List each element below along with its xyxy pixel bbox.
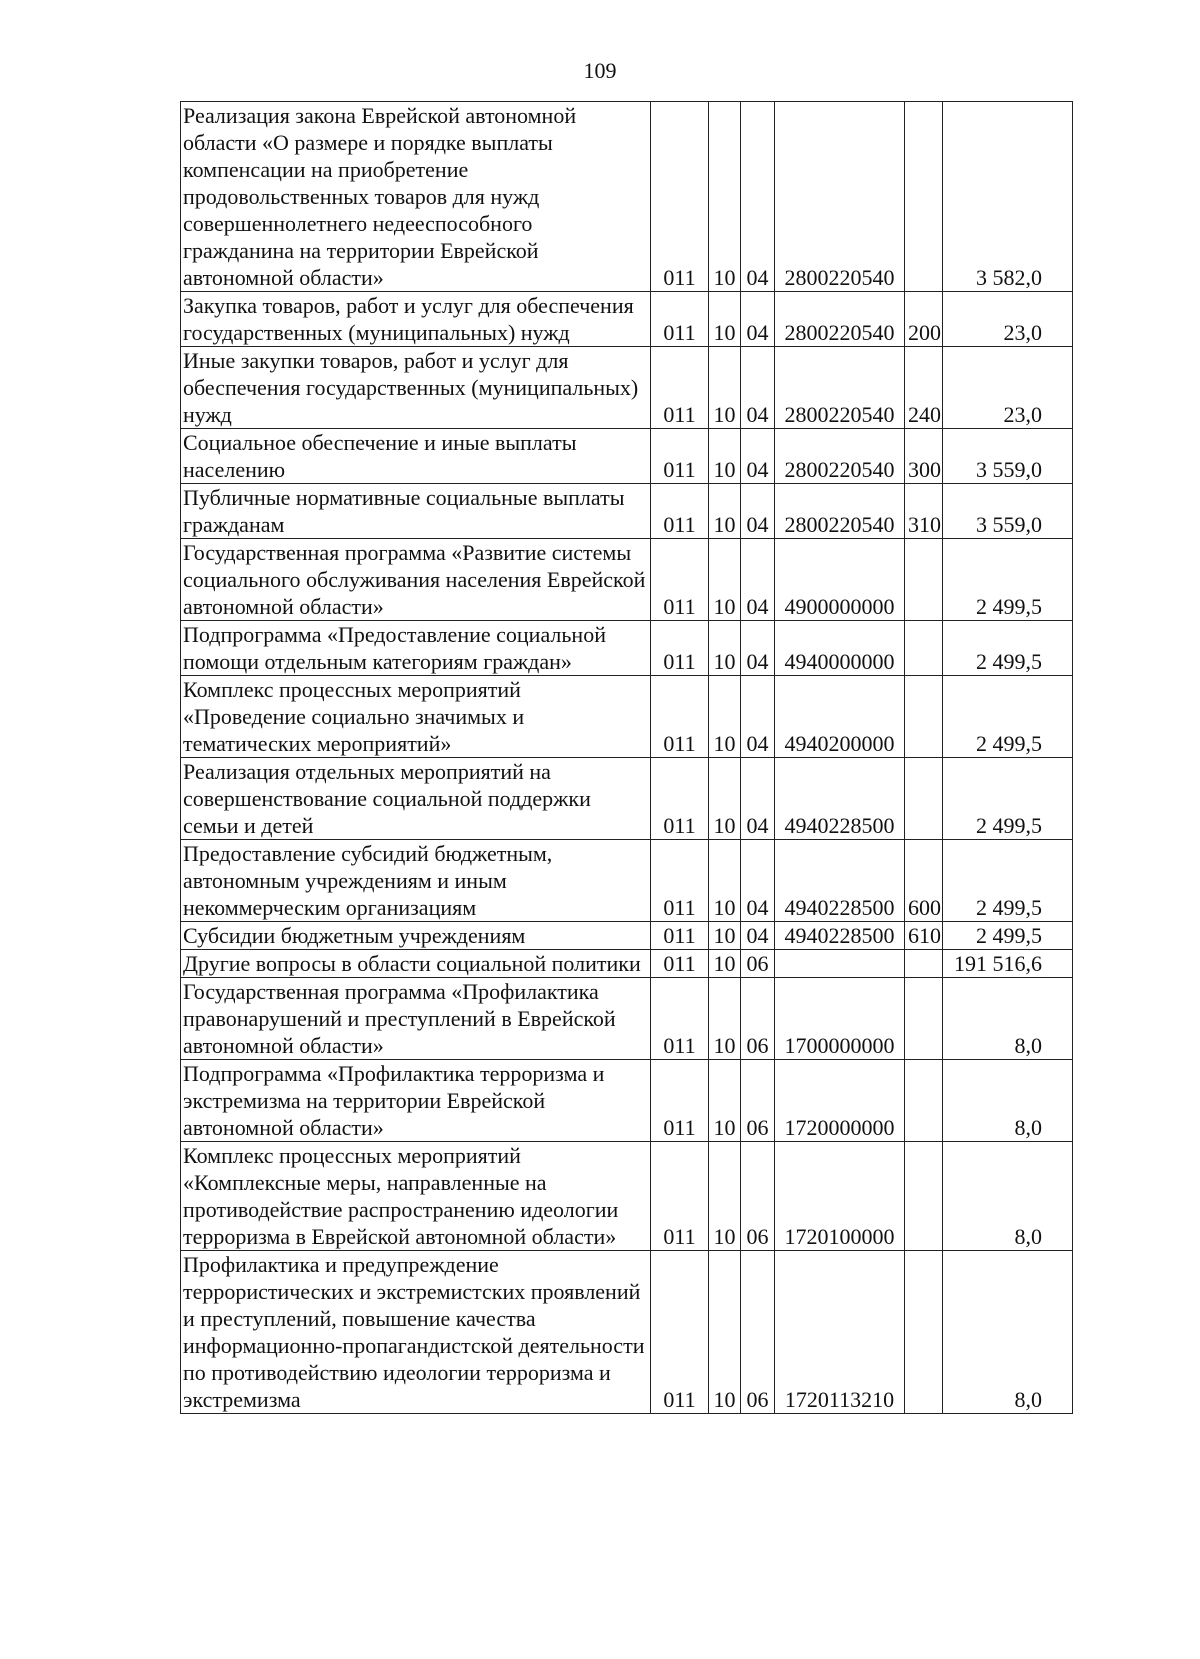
row-amount: 3 559,0 [943, 484, 1073, 539]
row-subsection-code: 04 [741, 621, 775, 676]
row-expense-type-code [905, 1251, 943, 1414]
row-target-article-code: 4940000000 [775, 621, 905, 676]
row-grbs-code: 011 [651, 1142, 709, 1251]
row-grbs-code: 011 [651, 1060, 709, 1142]
row-target-article-code: 4940228500 [775, 758, 905, 840]
row-target-article-code: 1720100000 [775, 1142, 905, 1251]
row-amount: 3 559,0 [943, 429, 1073, 484]
row-section-code: 10 [709, 1251, 741, 1414]
row-grbs-code: 011 [651, 292, 709, 347]
row-expense-type-code [905, 102, 943, 292]
row-target-article-code: 2800220540 [775, 429, 905, 484]
row-section-code: 10 [709, 621, 741, 676]
row-grbs-code: 011 [651, 539, 709, 621]
row-section-code: 10 [709, 758, 741, 840]
row-section-code: 10 [709, 840, 741, 922]
row-subsection-code: 04 [741, 922, 775, 950]
page-number: 109 [583, 58, 617, 83]
row-amount: 2 499,5 [943, 539, 1073, 621]
row-amount: 2 499,5 [943, 840, 1073, 922]
row-amount: 2 499,5 [943, 758, 1073, 840]
row-subsection-code: 04 [741, 292, 775, 347]
budget-table [180, 101, 1073, 1414]
table-row [181, 676, 1073, 758]
row-grbs-code: 011 [651, 484, 709, 539]
row-grbs-code: 011 [651, 922, 709, 950]
row-target-article-code: 4900000000 [775, 539, 905, 621]
row-amount: 191 516,6 [943, 950, 1073, 978]
row-grbs-code: 011 [651, 978, 709, 1060]
row-subsection-code: 06 [741, 950, 775, 978]
row-expense-type-code: 200 [905, 292, 943, 347]
row-name: Предоставление субсидий бюджетным, автономным учреждениям и иным некоммерческим организациям [181, 840, 651, 922]
row-section-code: 10 [709, 429, 741, 484]
row-target-article-code: 2800220540 [775, 347, 905, 429]
row-name: Публичные нормативные социальные выплаты гражданам [181, 484, 651, 539]
row-name: Социальное обеспечение и иные выплаты населению [181, 429, 651, 484]
row-grbs-code: 011 [651, 102, 709, 292]
table-row [181, 1060, 1073, 1142]
row-expense-type-code [905, 950, 943, 978]
row-section-code: 10 [709, 292, 741, 347]
row-subsection-code: 04 [741, 102, 775, 292]
row-name: Комплекс процессных мероприятий «Проведение социально значимых и тематических мероприятий» [181, 676, 651, 758]
row-amount: 8,0 [943, 1251, 1073, 1414]
row-target-article-code: 4940228500 [775, 840, 905, 922]
row-subsection-code: 06 [741, 1142, 775, 1251]
row-target-article-code: 2800220540 [775, 484, 905, 539]
table-row [181, 840, 1073, 922]
row-subsection-code: 04 [741, 840, 775, 922]
row-name: Другие вопросы в области социальной политики [181, 950, 651, 978]
row-amount: 2 499,5 [943, 676, 1073, 758]
row-expense-type-code: 300 [905, 429, 943, 484]
row-name: Комплекс процессных мероприятий «Комплексные меры, направленные на противодействие распространению идеологии терроризма в Еврейской автономной области» [181, 1142, 651, 1251]
row-name: Подпрограмма «Профилактика терроризма и экстремизма на территории Еврейской автономной области» [181, 1060, 651, 1142]
row-target-article-code [775, 950, 905, 978]
row-name: Подпрограмма «Предоставление социальной помощи отдельным категориям граждан» [181, 621, 651, 676]
row-expense-type-code: 600 [905, 840, 943, 922]
table-row [181, 621, 1073, 676]
row-name: Субсидии бюджетным учреждениям [181, 922, 651, 950]
row-grbs-code: 011 [651, 758, 709, 840]
row-subsection-code: 04 [741, 539, 775, 621]
row-subsection-code: 04 [741, 758, 775, 840]
row-amount: 2 499,5 [943, 922, 1073, 950]
row-subsection-code: 06 [741, 1251, 775, 1414]
row-name: Профилактика и предупреждение террористических и экстремистских проявлений и преступлений, повышение качества информационно-пропагандистской деятельности по противодействию идеологии терроризма и экстремизма [181, 1251, 651, 1414]
row-expense-type-code [905, 978, 943, 1060]
row-subsection-code: 04 [741, 676, 775, 758]
row-grbs-code: 011 [651, 676, 709, 758]
row-section-code: 10 [709, 922, 741, 950]
row-grbs-code: 011 [651, 840, 709, 922]
row-section-code: 10 [709, 978, 741, 1060]
row-name: Государственная программа «Профилактика правонарушений и преступлений в Еврейской автономной области» [181, 978, 651, 1060]
table-row [181, 484, 1073, 539]
row-amount: 23,0 [943, 347, 1073, 429]
table-row [181, 978, 1073, 1060]
row-target-article-code: 1720113210 [775, 1251, 905, 1414]
row-section-code: 10 [709, 1060, 741, 1142]
table-row [181, 292, 1073, 347]
row-expense-type-code [905, 676, 943, 758]
row-section-code: 10 [709, 102, 741, 292]
table-row [181, 1142, 1073, 1251]
row-grbs-code: 011 [651, 621, 709, 676]
row-subsection-code: 06 [741, 1060, 775, 1142]
row-section-code: 10 [709, 539, 741, 621]
row-expense-type-code: 610 [905, 922, 943, 950]
row-subsection-code: 04 [741, 484, 775, 539]
row-grbs-code: 011 [651, 1251, 709, 1414]
row-expense-type-code: 310 [905, 484, 943, 539]
table-row [181, 539, 1073, 621]
row-grbs-code: 011 [651, 950, 709, 978]
row-name: Реализация закона Еврейской автономной области «О размере и порядке выплаты компенсации на приобретение продовольственных товаров для нужд совершеннолетнего недееспособного гражданина на территории Еврейской автономной области» [181, 102, 651, 292]
row-target-article-code: 4940200000 [775, 676, 905, 758]
row-section-code: 10 [709, 484, 741, 539]
table-row [181, 922, 1073, 950]
table-row [181, 758, 1073, 840]
row-subsection-code: 06 [741, 978, 775, 1060]
row-expense-type-code [905, 1060, 943, 1142]
row-name: Реализация отдельных мероприятий на совершенствование социальной поддержки семьи и детей [181, 758, 651, 840]
row-name: Закупка товаров, работ и услуг для обеспечения государственных (муниципальных) нужд [181, 292, 651, 347]
table-row [181, 429, 1073, 484]
row-amount: 23,0 [943, 292, 1073, 347]
row-expense-type-code: 240 [905, 347, 943, 429]
table-row [181, 347, 1073, 429]
row-subsection-code: 04 [741, 347, 775, 429]
table-row [181, 102, 1073, 292]
row-subsection-code: 04 [741, 429, 775, 484]
row-expense-type-code [905, 621, 943, 676]
row-grbs-code: 011 [651, 429, 709, 484]
row-expense-type-code [905, 539, 943, 621]
row-name: Иные закупки товаров, работ и услуг для обеспечения государственных (муниципальных) нужд [181, 347, 651, 429]
row-expense-type-code [905, 758, 943, 840]
row-target-article-code: 2800220540 [775, 102, 905, 292]
row-section-code: 10 [709, 347, 741, 429]
row-name: Государственная программа «Развитие системы социального обслуживания населения Еврейской автономной области» [181, 539, 651, 621]
row-target-article-code: 2800220540 [775, 292, 905, 347]
row-section-code: 10 [709, 676, 741, 758]
row-grbs-code: 011 [651, 347, 709, 429]
table-row [181, 950, 1073, 978]
row-expense-type-code [905, 1142, 943, 1251]
row-section-code: 10 [709, 1142, 741, 1251]
row-section-code: 10 [709, 950, 741, 978]
row-target-article-code: 4940228500 [775, 922, 905, 950]
row-target-article-code: 1720000000 [775, 1060, 905, 1142]
row-amount: 8,0 [943, 978, 1073, 1060]
row-amount: 8,0 [943, 1142, 1073, 1251]
row-target-article-code: 1700000000 [775, 978, 905, 1060]
table-row [181, 1251, 1073, 1414]
row-amount: 3 582,0 [943, 102, 1073, 292]
row-amount: 8,0 [943, 1060, 1073, 1142]
row-amount: 2 499,5 [943, 621, 1073, 676]
